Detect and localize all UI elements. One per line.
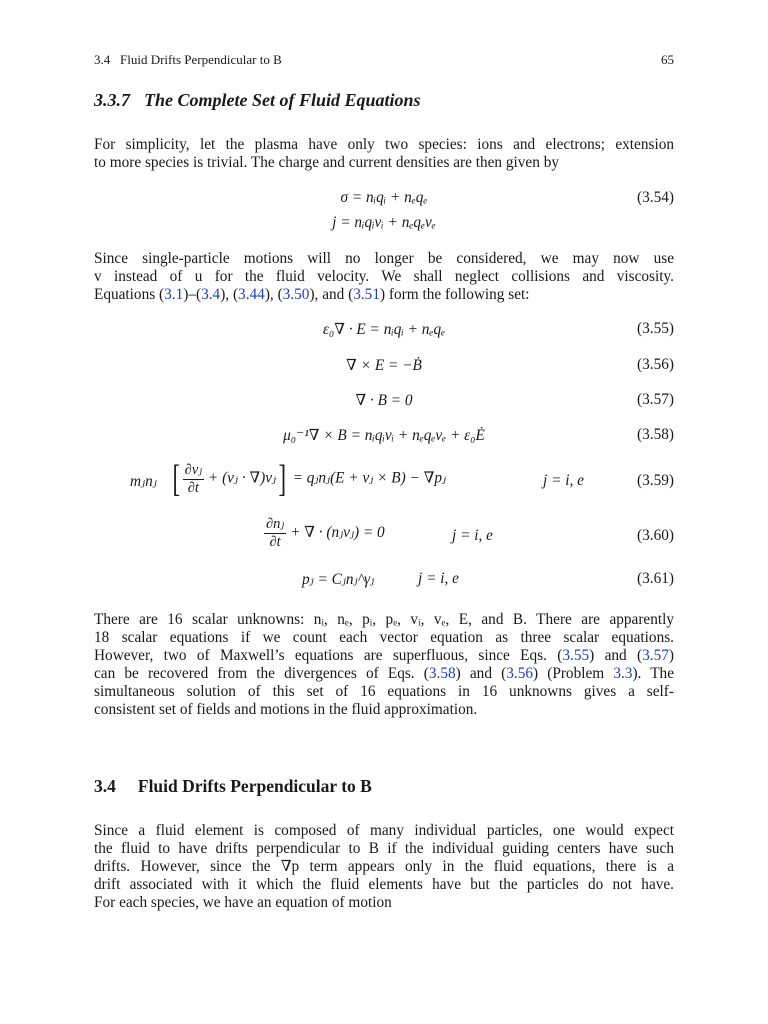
equation-3-54 (94, 189, 674, 211)
eq-ref-link[interactable]: 3.4 (201, 286, 221, 303)
eq-ref-link[interactable]: 3.58 (428, 665, 456, 682)
text-line: For simplicity, let the plasma have only two species: ions and electrons; extension (94, 136, 674, 153)
text-span: ) and ( (455, 665, 507, 682)
equation-body: ∇ × E = −Ḃ (346, 357, 422, 374)
section-heading (94, 776, 372, 797)
equation-3-61 (94, 570, 674, 592)
text-line: For each species, we have an equation of motion (94, 894, 392, 911)
eq-ref-link[interactable]: 3.56 (506, 665, 533, 682)
running-head-section: 3.4 Fluid Drifts Perpendicular to B (94, 52, 282, 67)
equation-number: (3.56) (637, 356, 674, 373)
text-span: ). The (632, 665, 674, 682)
bracket-close: ] (278, 458, 287, 500)
problem-ref-link[interactable]: 3.3 (613, 665, 633, 682)
eq-ref-link[interactable]: 3.57 (642, 647, 669, 664)
equation-body (264, 516, 385, 551)
section-number: 3.4 (94, 776, 116, 796)
equation-body: μ₀⁻¹∇ × B = nᵢqᵢvᵢ + nₑqₑvₑ + ε₀Ė (283, 427, 485, 444)
equation-number: (3.60) (637, 527, 674, 544)
equation-number: (3.54) (637, 189, 674, 206)
text-line: to more species is trivial. The charge and current densities are then given by (94, 154, 559, 171)
section-title: Fluid Drifts Perpendicular to B (137, 776, 372, 796)
text-span: ), ( (264, 286, 283, 303)
equation-3-55 (94, 320, 674, 342)
paragraph-drifts (94, 822, 674, 912)
fraction-numerator: ∂nⱼ (266, 516, 285, 532)
text-span: ), and ( (309, 286, 354, 303)
equation-3-57 (94, 391, 674, 413)
fraction-denominator: ∂t (269, 534, 281, 550)
equation-3-56 (94, 356, 674, 378)
text-span: ) (668, 647, 674, 664)
fraction-numerator: ∂vⱼ (184, 461, 203, 478)
equation-3-54b (94, 214, 674, 236)
text-span: )–( (183, 286, 202, 303)
text-span: Equations ( (94, 286, 165, 303)
equation-body: pⱼ = Cⱼnⱼ^γⱼ (302, 571, 375, 588)
equation-body: j = nᵢqᵢvᵢ + nₑqₑvₑ (332, 214, 436, 231)
text-line: 18 scalar equations if we count each vector equation as three scalar equations. (94, 629, 674, 646)
equation-3-58 (94, 426, 674, 448)
equation-condition: j = i, e (452, 527, 493, 544)
text-line: Since a fluid element is composed of many individual particles, one would expect (94, 822, 674, 839)
fraction (264, 516, 286, 551)
text-span: ) and ( (589, 647, 643, 664)
page-number: 65 (661, 52, 674, 67)
fraction-denominator: ∂t (187, 479, 199, 496)
equation-number: (3.57) (637, 391, 674, 408)
equation-body (170, 460, 446, 498)
text-line: consistent set of fields and motions in the fluid approximation. (94, 701, 478, 718)
equation-number: (3.61) (637, 570, 674, 587)
text-line: the fluid to have drifts perpendicular to B if the individual guiding centers have such (94, 840, 674, 857)
equation-rhs: = qⱼnⱼ(E + vⱼ × B) − ∇pⱼ (292, 469, 447, 487)
text-line (94, 665, 674, 683)
subsection-title: The Complete Set of Fluid Equations (144, 90, 421, 110)
equation-3-60 (94, 516, 674, 556)
equation-3-59 (94, 460, 674, 504)
text-line: drift associated with it which the fluid elements have but the particles do not have. (94, 876, 674, 893)
equation-term: + ∇ · (nⱼvⱼ) = 0 (290, 524, 385, 542)
text-line: v instead of u for the fluid velocity. We shall neglect collisions and viscosity. (94, 268, 674, 285)
text-line (94, 286, 674, 304)
text-line: There are 16 scalar unknowns: nᵢ, nₑ, pᵢ, pₑ, vᵢ, vₑ, E, and B. There are apparently (94, 611, 674, 628)
text-line: simultaneous solution of this set of 16 equations in 16 unknowns gives a self- (94, 683, 674, 700)
equation-body: ε₀∇ · E = nᵢqᵢ + nₑqₑ (322, 321, 446, 338)
text-line (94, 647, 674, 665)
eq-ref-link[interactable]: 3.51 (353, 286, 380, 303)
equation-lhs: mⱼnⱼ (130, 473, 157, 490)
text-span: ) (Problem (533, 665, 614, 682)
eq-ref-link[interactable]: 3.55 (562, 647, 590, 664)
equation-condition: j = i, e (418, 570, 459, 587)
subsection-number: 3.3.7 (94, 90, 130, 110)
paragraph-intro (94, 136, 674, 172)
text-span: However, two of Maxwell’s equations are superfluous, since Eqs. ( (94, 647, 563, 664)
text-span: ) form the following set: (379, 286, 530, 303)
text-line: drifts. However, since the ∇p term appears only in the fluid equations, there is a (94, 858, 674, 875)
text-span: can be recovered from the divergences of Eqs. ( (94, 665, 429, 682)
paragraph-set (94, 250, 674, 304)
text-line: Since single-particle motions will no longer be considered, we may now use (94, 250, 674, 267)
bracket-open: [ (172, 458, 181, 500)
fraction (183, 462, 204, 497)
equation-body: σ = nᵢqᵢ + nₑqₑ (340, 189, 428, 206)
equation-number: (3.55) (637, 320, 674, 337)
equation-number: (3.58) (637, 426, 674, 443)
eq-ref-link[interactable]: 3.1 (164, 286, 184, 303)
text-span: ), ( (220, 286, 239, 303)
paragraph-unknowns (94, 611, 674, 719)
equation-number: (3.59) (637, 472, 674, 489)
running-head (94, 52, 674, 68)
equation-condition: j = i, e (543, 472, 584, 489)
subsection-heading (94, 90, 421, 111)
eq-ref-link[interactable]: 3.44 (238, 286, 265, 303)
equation-term: + (vⱼ · ∇)vⱼ (207, 469, 277, 487)
equation-body: ∇ · B = 0 (355, 392, 413, 409)
eq-ref-link[interactable]: 3.50 (282, 286, 310, 303)
